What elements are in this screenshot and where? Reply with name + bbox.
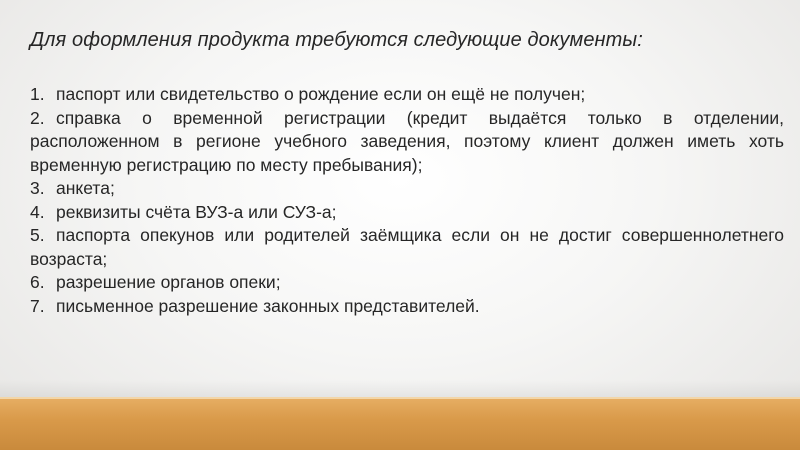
list-item-text: справка о временной регистрации (кредит выдаётся только в отделении, расположенном в регионе учебного заведения, поэтому клиент должен иметь хоть временную регистрацию по месту пребывания); [30, 107, 784, 175]
list-item [30, 271, 784, 295]
floor-shadow [0, 380, 800, 398]
list-item-text: паспорт или свидетельство о рождение если он ещё не получен; [56, 84, 586, 104]
slide-content [30, 25, 784, 318]
list-item-number: 2. [30, 107, 45, 128]
list-item-number: 5. [30, 225, 45, 245]
list-item-number: 1. [30, 84, 45, 104]
list-item-text: реквизиты счёта ВУЗ-а или СУЗ-а; [56, 201, 337, 222]
list-item [30, 224, 784, 271]
list-item-text: паспорта опекунов или родителей заёмщика если он не достиг совершеннолетнего возраста; [30, 225, 784, 269]
list-item-number: 6. [30, 272, 45, 292]
list-item [30, 295, 784, 319]
document-list [30, 83, 784, 318]
list-item-number: 4. [30, 201, 45, 222]
list-item-text: разрешение органов опеки; [56, 272, 281, 292]
list-item-number: 7. [30, 295, 45, 316]
list-item [30, 201, 784, 225]
list-item-text: письменное разрешение законных представителей. [56, 295, 480, 316]
list-item-number: 3. [30, 178, 45, 198]
list-item [30, 83, 784, 107]
wood-floor-band [0, 399, 800, 450]
list-item-text: анкета; [56, 178, 115, 198]
slide-heading: Для оформления продукта требуются следующие документы: [30, 29, 643, 51]
list-item [30, 107, 784, 178]
list-item [30, 177, 784, 201]
